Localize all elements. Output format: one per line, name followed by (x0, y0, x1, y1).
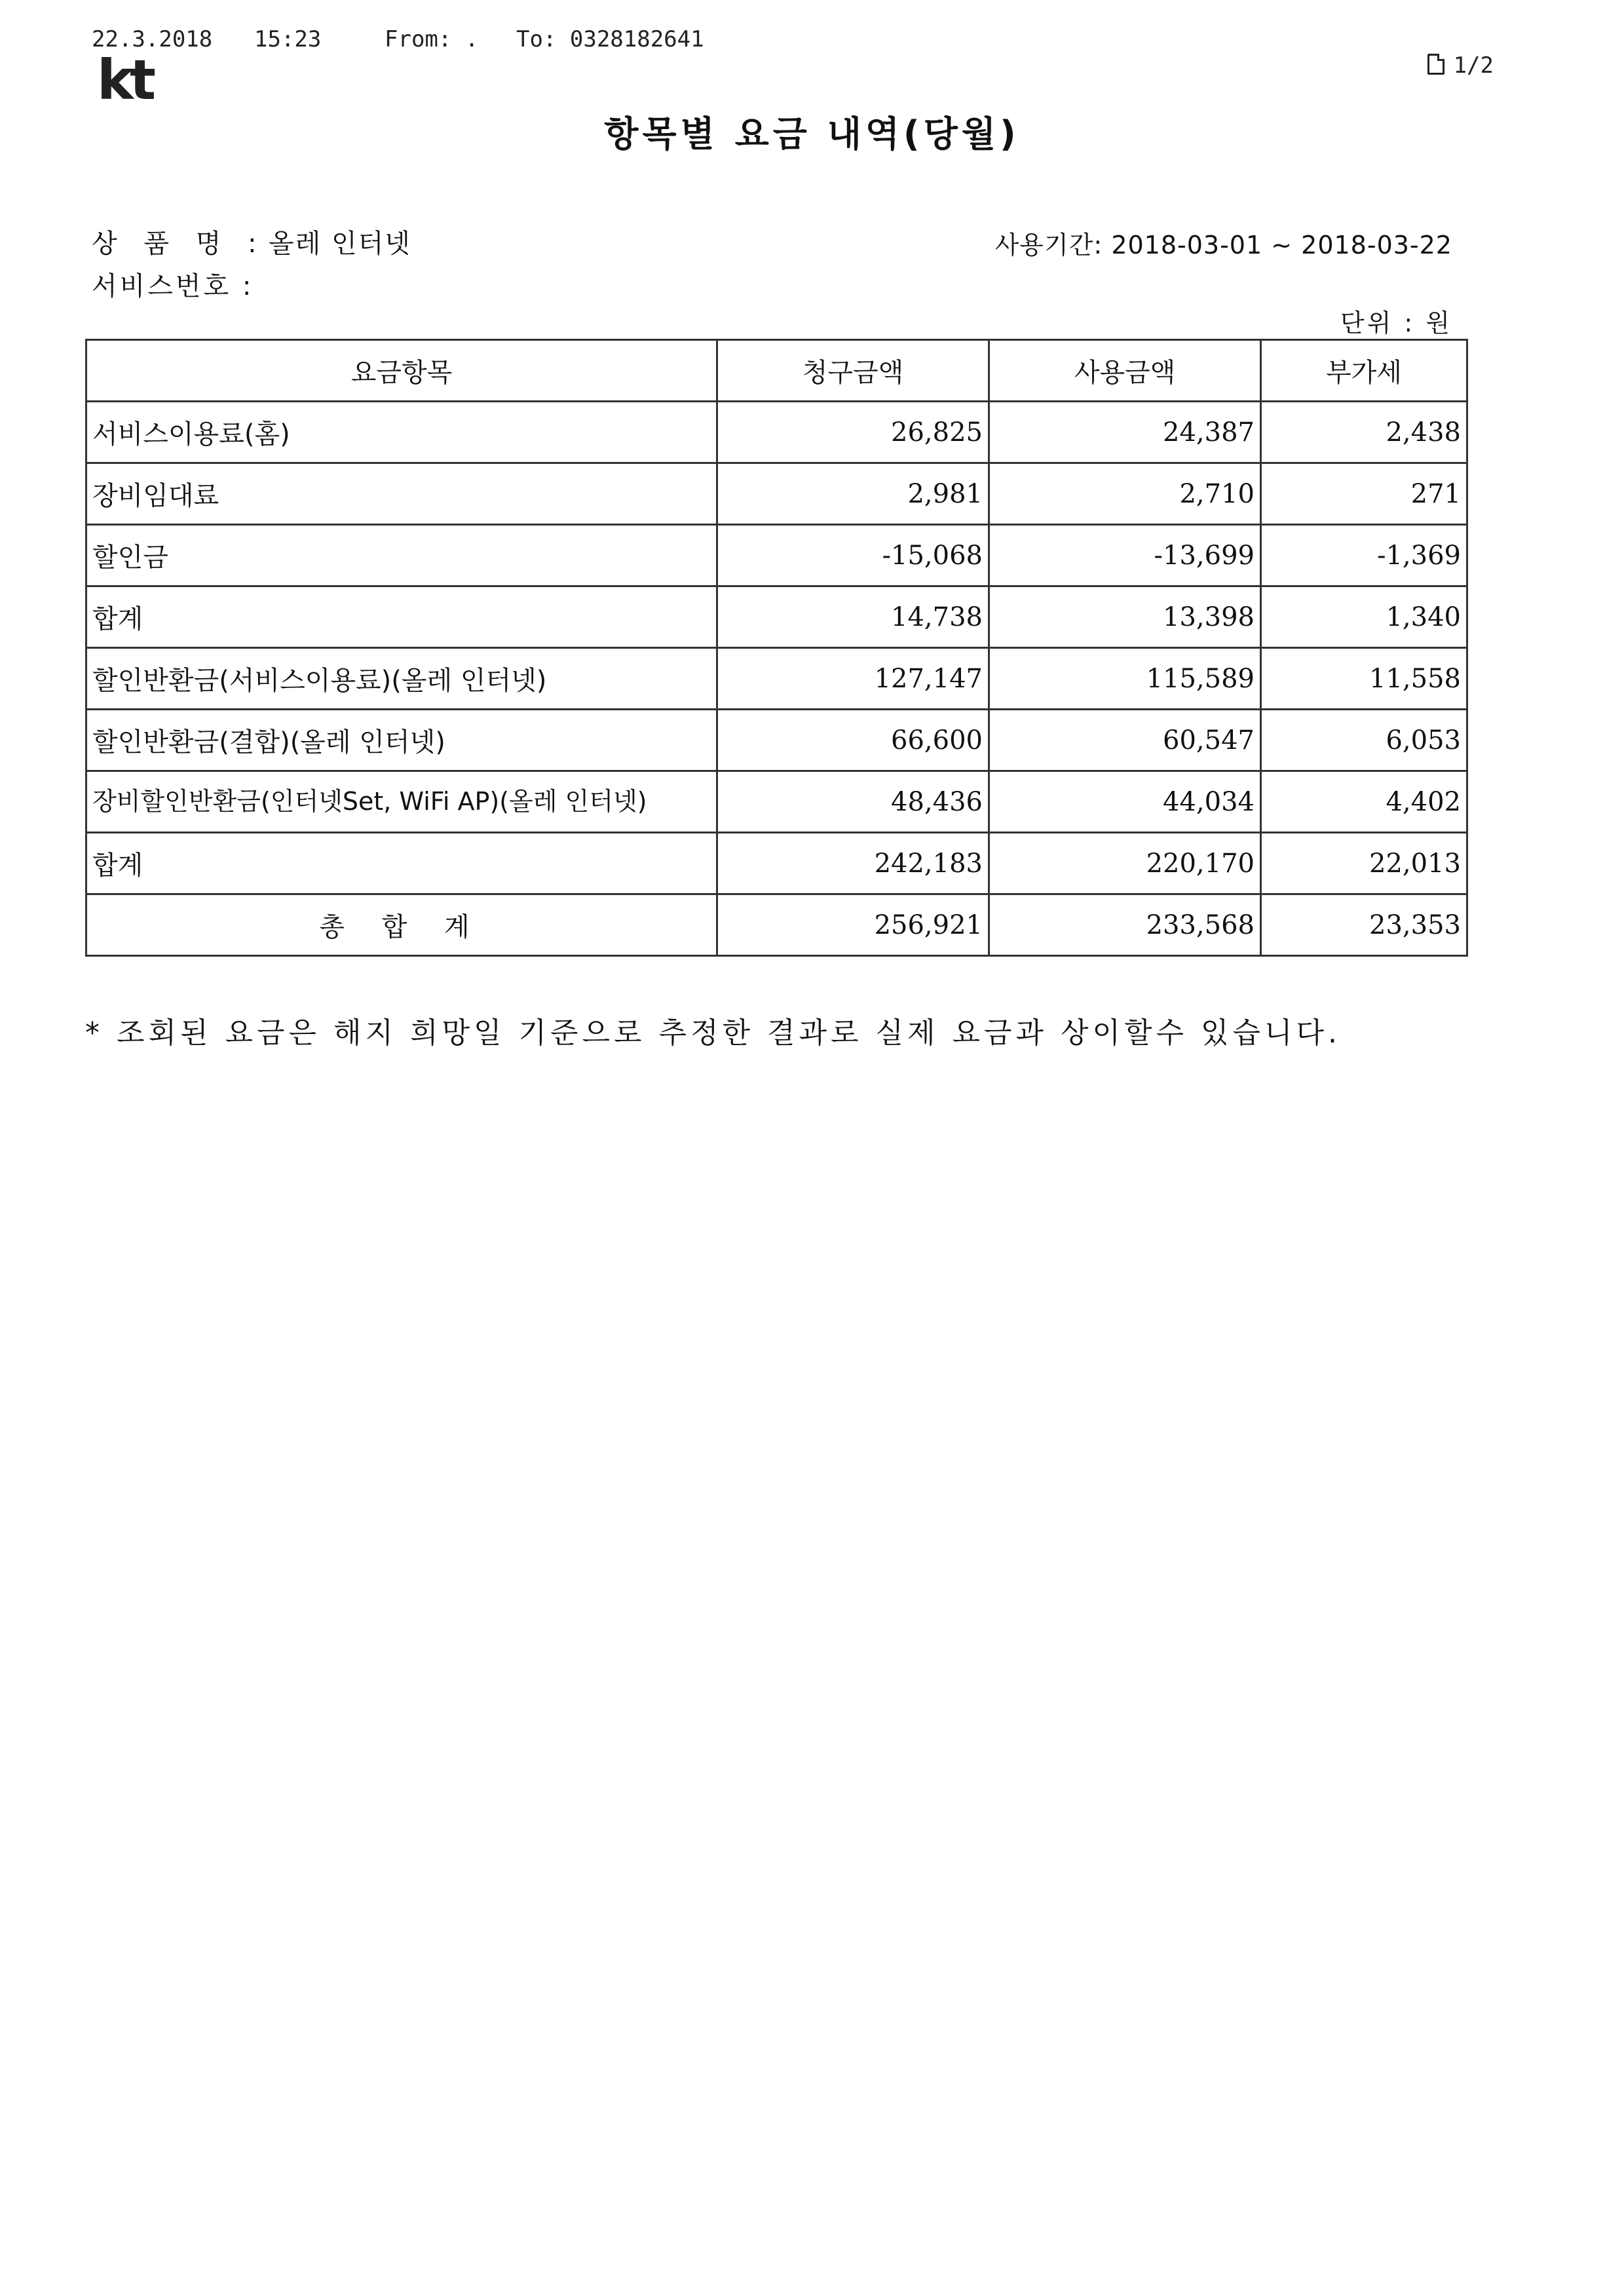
header-vat: 부가세 (1261, 340, 1467, 402)
fax-date: 22.3.2018 (92, 26, 213, 52)
unit-label: 단위 : 원 (1340, 309, 1452, 337)
row-item: 서비스이용료(홈) (86, 402, 717, 463)
table-row (86, 710, 1467, 771)
row-item: 할인반환금(서비스이용료)(올레 인터넷) (86, 648, 717, 710)
table-row (86, 586, 1467, 648)
row-billed: 26,825 (717, 402, 989, 463)
row-usage: 13,398 (989, 586, 1261, 648)
row-vat: 4,402 (1261, 771, 1467, 833)
row-billed: 66,600 (717, 710, 989, 771)
fax-from: From: . (385, 26, 479, 52)
page-number: 1/2 (1453, 52, 1494, 79)
row-usage: 24,387 (989, 402, 1261, 463)
row-usage: 60,547 (989, 710, 1261, 771)
grand-total-billed: 256,921 (717, 894, 989, 956)
service-number-label: 서비스번호 : (92, 271, 254, 301)
header-item: 요금항목 (86, 340, 717, 402)
table-header-row (86, 340, 1467, 402)
table-row (86, 833, 1467, 894)
usage-period (995, 225, 1452, 261)
table-row (86, 648, 1467, 710)
row-billed: 242,183 (717, 833, 989, 894)
row-item: 할인금 (86, 525, 717, 586)
row-vat: -1,369 (1261, 525, 1467, 586)
row-vat: 6,053 (1261, 710, 1467, 771)
product-value: 올레 인터넷 (269, 229, 411, 259)
grand-total-row (86, 894, 1467, 956)
usage-period-value: 2018-03-01 ~ 2018-03-22 (1111, 231, 1452, 259)
page-indicator (1374, 26, 1494, 105)
header-billed: 청구금액 (717, 340, 989, 402)
row-usage: 220,170 (989, 833, 1261, 894)
document-icon (1427, 54, 1445, 75)
table-row (86, 525, 1467, 586)
header-usage: 사용금액 (989, 340, 1261, 402)
row-usage: 44,034 (989, 771, 1261, 833)
product-label: 상 품 명 : (92, 229, 266, 259)
row-billed: 127,147 (717, 648, 989, 710)
fax-to: To: 0328182641 (516, 26, 704, 52)
kt-logo: kt (97, 48, 153, 112)
row-billed: 14,738 (717, 586, 989, 648)
row-billed: 48,436 (717, 771, 989, 833)
row-item: 합계 (86, 586, 717, 648)
grand-total-usage: 233,568 (989, 894, 1261, 956)
usage-period-label: 사용기간: (994, 231, 1103, 259)
row-vat: 271 (1261, 463, 1467, 525)
row-item: 장비할인반환금(인터넷Set, WiFi AP)(올레 인터넷) (86, 771, 717, 833)
row-billed: -15,068 (717, 525, 989, 586)
row-vat: 1,340 (1261, 586, 1467, 648)
table-row (86, 463, 1467, 525)
footnote: * 조회된 요금은 해지 희망일 기준으로 추정한 결과로 실제 요금과 상이할수 있습니다. (85, 1016, 1341, 1050)
row-vat: 22,013 (1261, 833, 1467, 894)
page-title: 항목별 요금 내역(당월) (604, 113, 1020, 155)
table-row (86, 402, 1467, 463)
grand-total-vat: 23,353 (1261, 894, 1467, 956)
row-billed: 2,981 (717, 463, 989, 525)
row-item: 합계 (86, 833, 717, 894)
row-usage: 115,589 (989, 648, 1261, 710)
fax-time: 15:23 (254, 26, 322, 52)
row-usage: 2,710 (989, 463, 1261, 525)
fax-header (92, 26, 1494, 79)
table-row (86, 771, 1467, 833)
row-item: 장비임대료 (86, 463, 717, 525)
row-vat: 11,558 (1261, 648, 1467, 710)
row-usage: -13,699 (989, 525, 1261, 586)
grand-total-label: 총 합 계 (86, 894, 717, 956)
row-vat: 2,438 (1261, 402, 1467, 463)
row-item: 할인반환금(결합)(올레 인터넷) (86, 710, 717, 771)
charges-table (85, 339, 1468, 957)
